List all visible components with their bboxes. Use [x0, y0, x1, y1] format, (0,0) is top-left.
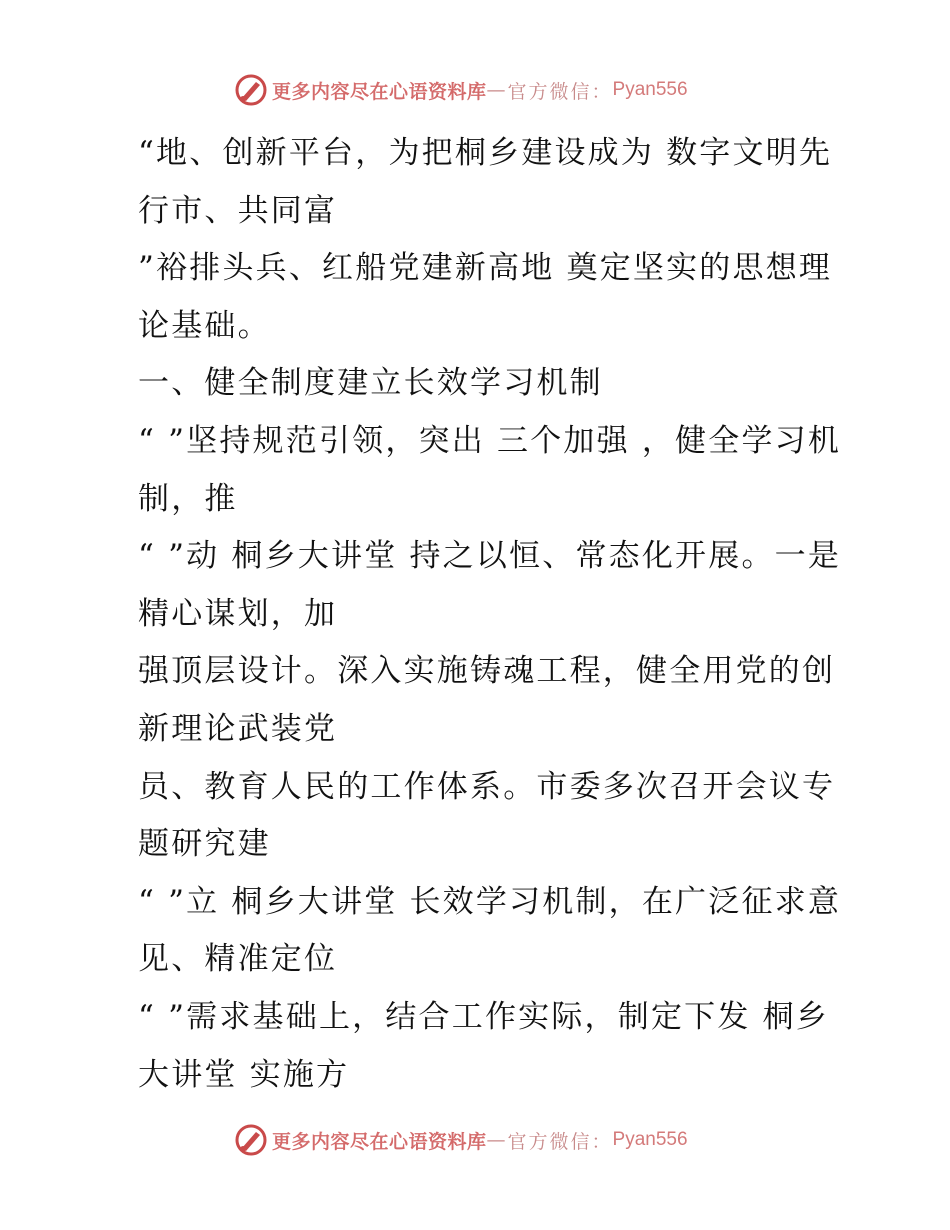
paragraph: 员、教育人民的工作体系。市委多次召开会议专题研究建 [138, 768, 836, 863]
watermark-label: 官方微信： [507, 1130, 613, 1153]
brush-logo-icon [234, 1123, 268, 1157]
watermark-label: 官方微信： [507, 80, 613, 103]
paragraph: 强顶层设计。深入实施铸魂工程，健全用党的创新理论武装党 [138, 653, 836, 747]
paragraph: “ ”需求基础上，结合工作实际，制定下发 桐乡大讲堂 实施方 [138, 998, 830, 1093]
watermark-footer [234, 1123, 688, 1157]
watermark-dash: — [486, 1129, 508, 1151]
watermark-header [234, 73, 688, 107]
paragraph: ”裕排头兵、红船党建新高地 奠定坚实的思想理论基础。 [138, 250, 833, 344]
document-body [98, 125, 858, 1104]
watermark-wechat-id: Pyan556 [612, 79, 688, 100]
watermark-dash: — [486, 79, 508, 101]
brush-logo-icon [234, 73, 268, 107]
watermark-text: 更多内容尽在心语资料库 [272, 80, 487, 103]
section-heading: 一、健全制度建立长效学习机制 [138, 365, 603, 402]
watermark-text: 更多内容尽在心语资料库 [272, 1130, 487, 1153]
paragraph: “ ”动 桐乡大讲堂 持之以恒、常态化开展。一是精心谋划，加 [138, 538, 842, 632]
watermark-wechat-id: Pyan556 [612, 1129, 688, 1150]
paragraph: “ ”坚持规范引领，突出 三个加强 ，健全学习机制，推 [138, 422, 842, 517]
paragraph: “地、创新平台，为把桐乡建设成为 数字文明先行市、共同富 [138, 135, 833, 229]
paragraph: “ ”立 桐乡大讲堂 长效学习机制，在广泛征求意见、精准定位 [138, 883, 842, 978]
